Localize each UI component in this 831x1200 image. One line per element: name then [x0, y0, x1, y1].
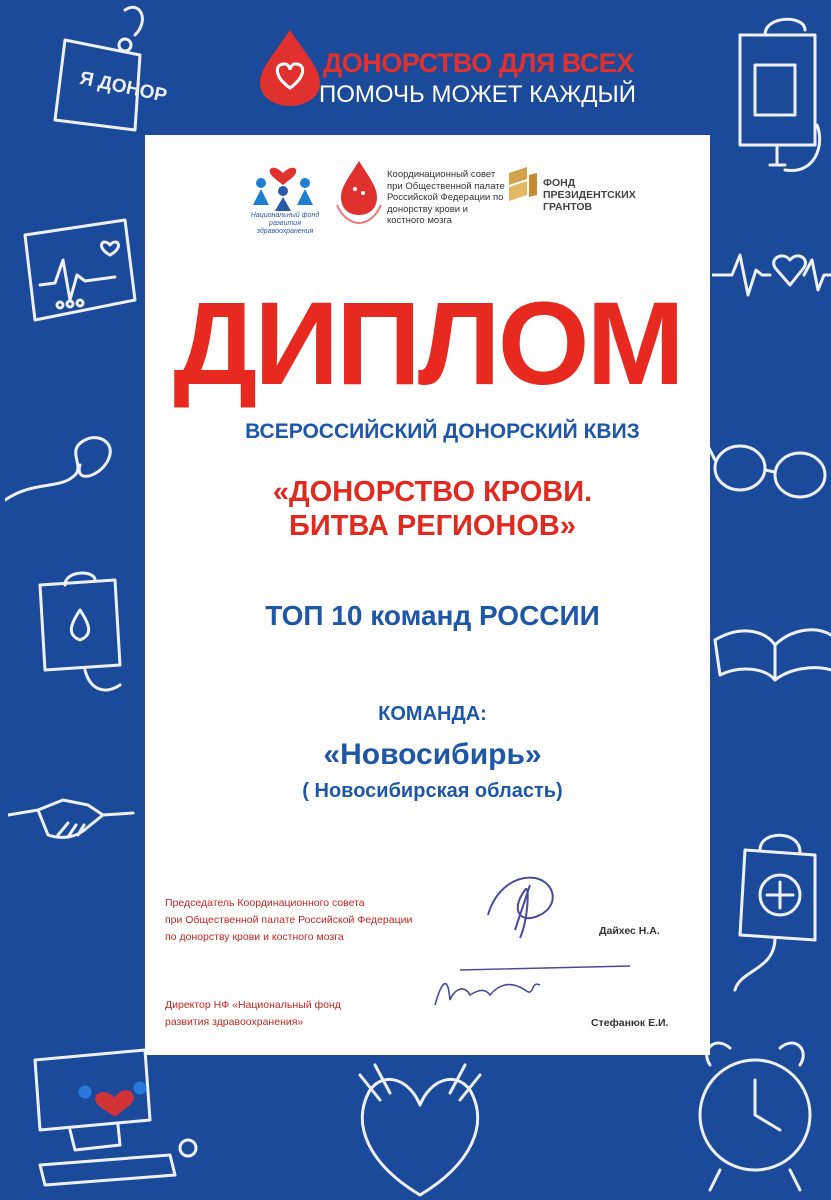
computer-icon: [10, 1040, 210, 1200]
diploma-title: ДИПЛОМ: [173, 278, 682, 410]
iv-bag-icon: [725, 5, 831, 180]
achievement-text: ТОП 10 команд РОССИИ: [265, 600, 600, 631]
event-name: ВСЕРОССИЙСКИЙ ДОНОРСКИЙ КВИЗ: [245, 420, 640, 443]
blood-bag-drop-icon: [25, 565, 135, 705]
quiz-title: [145, 475, 710, 543]
first-signatory-name: Дайхес Н.А.: [599, 925, 660, 937]
presidential-grants-logo: [507, 165, 657, 225]
family-heart-icon: [243, 155, 323, 211]
i-am-donor-tag-icon: [40, 0, 170, 140]
national-fund-logo: [243, 155, 323, 245]
blood-drop-hands-icon: [333, 157, 385, 227]
coordination-council-logo: [333, 157, 503, 247]
heart-doodle-icon: [5, 420, 130, 520]
certificate-sheet: [145, 135, 710, 1055]
campaign-subtitle: ПОМОЧЬ МОЖЕТ КАЖДЫЙ: [319, 81, 636, 108]
svg-text:Я ДОНОР: Я ДОНОР: [77, 67, 169, 107]
medical-bag-icon: [720, 820, 831, 1000]
heartbeat-icon: [712, 230, 831, 320]
team-region: ( Новосибирская область): [302, 780, 563, 802]
second-signatory-name: Стефанюк Е.И.: [591, 1017, 669, 1029]
quiz-title-line1: «ДОНОРСТВО КРОВИ.: [272, 476, 593, 508]
campaign-header: [255, 28, 636, 118]
first-signatory-role: Председатель Координационного совета при Общественной палате Российской Федерации по донорству крови и костного мозга: [165, 897, 413, 943]
quiz-title-line2: БИТВА РЕГИОНОВ»: [289, 510, 576, 542]
first-signature: [480, 860, 575, 940]
blood-drop-heart-icon: [255, 28, 325, 108]
heart-hands-icon: [330, 1055, 510, 1200]
partner-logos: [145, 155, 710, 245]
book-icon: [710, 590, 831, 690]
monitor-icon: [15, 215, 145, 335]
second-signature: [430, 960, 640, 1010]
second-signatory-role: Директор НФ «Национальный фонд развития здравоохранения»: [165, 999, 341, 1028]
coordination-council-text: Координационный совет при Общественной палате Российской Федерации по донорству крови и костного мозга: [387, 169, 505, 226]
team-label: КОМАНДА:: [378, 703, 487, 725]
grants-emblem-icon: [507, 165, 539, 205]
national-fund-caption: Национальный фонд развития здравоохранения: [250, 212, 320, 235]
team-name: «Новосибирь»: [323, 738, 542, 771]
glasses-icon: [700, 420, 831, 510]
presidential-grants-text: ФОНД ПРЕЗИДЕНТСКИХ ГРАНТОВ: [543, 177, 636, 213]
campaign-title: ДОНОРСТВО ДЛЯ ВСЕХ: [323, 48, 634, 78]
handshake-icon: [8, 785, 138, 855]
